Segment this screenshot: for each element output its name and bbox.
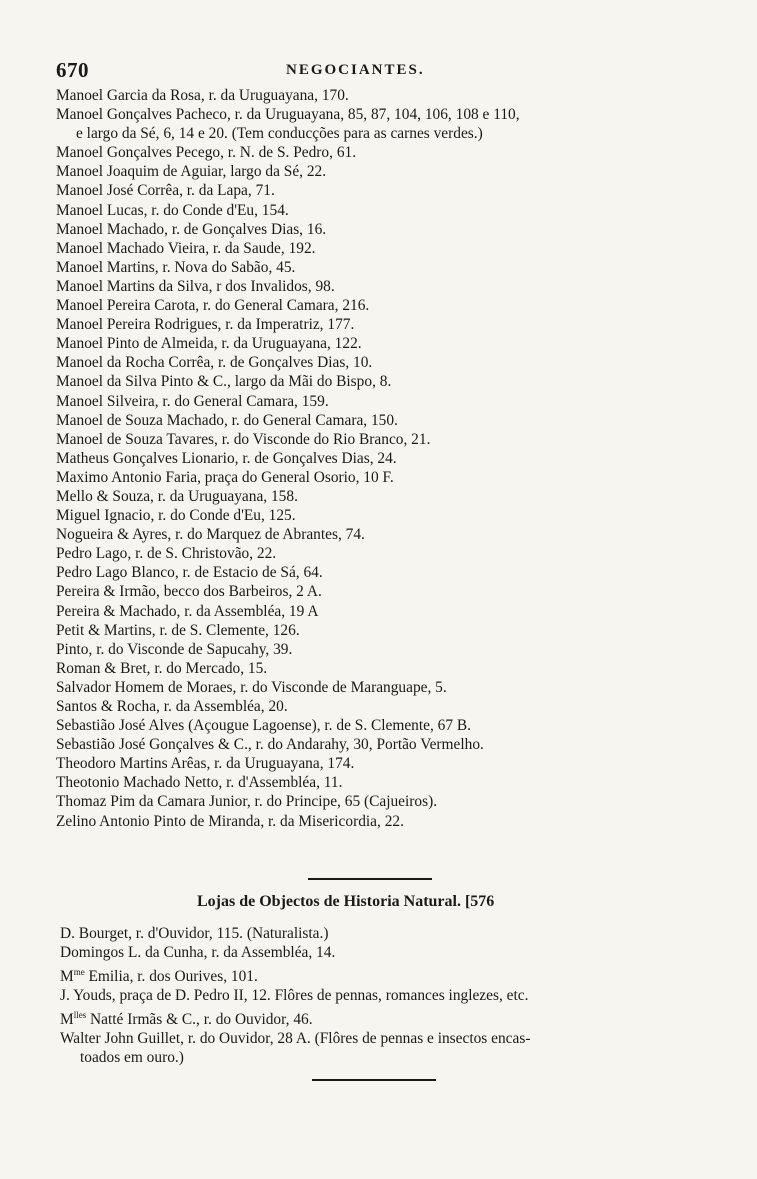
entry-text: Thomaz Pim da Camara Junior, r. do Principe, 65 (Cajueiros).	[56, 793, 438, 811]
list-item	[56, 449, 696, 468]
list-item	[56, 143, 696, 162]
list-item	[56, 181, 696, 200]
list-item	[56, 201, 696, 220]
list-item	[56, 220, 696, 239]
entry-text: Manoel Gonçalves Pacheco, r. da Uruguayana, 85, 87, 104, 106, 108 e 110,	[56, 106, 520, 124]
entry-text: Pereira & Machado, r. da Assembléa, 19 A	[56, 602, 319, 620]
entry-text: Manoel Gonçalves Pecego, r. N. de S. Pedro, 61.	[56, 144, 357, 162]
list-item	[56, 621, 696, 640]
list-item	[56, 754, 696, 773]
entry-text: Manoel da Rocha Corrêa, r. de Gonçalves Dias, 10.	[56, 354, 373, 372]
entry-text: J. Youds, praça de D. Pedro II, 12. Flôres de pennas, romances inglezes, etc.	[60, 987, 529, 1005]
list-item	[56, 468, 696, 487]
entry-text: Zelino Antonio Pinto de Miranda, r. da Misericordia, 22.	[56, 812, 404, 830]
list-item	[56, 487, 696, 506]
entry-text: Sebastião José Gonçalves & C., r. do Andarahy, 30, Portão Vermelho.	[56, 736, 484, 754]
entry-text: Matheus Gonçalves Lionario, r. de Gonçalves Dias, 24.	[56, 449, 397, 467]
section-title: Lojas de Objectos de Historia Natural. [576	[197, 893, 495, 910]
list-item	[60, 963, 700, 986]
list-item	[56, 563, 696, 582]
natural-history-shops-list	[60, 924, 700, 1068]
list-item	[56, 812, 696, 831]
entry-text: Walter John Guillet, r. do Ouvidor, 28 A. (Flôres de pennas e insectos encas-	[60, 1030, 531, 1048]
list-item	[60, 943, 700, 962]
entry-continuation: e largo da Sé, 6, 14 e 20. (Tem conducções para as carnes verdes.)	[76, 125, 483, 143]
entry-text: M	[60, 967, 74, 985]
entry-text: Miguel Ignacio, r. do Conde d'Eu, 125.	[56, 507, 296, 525]
entry-text: Manoel Machado, r. de Gonçalves Dias, 16.	[56, 220, 327, 238]
list-item	[56, 411, 696, 430]
list-item	[56, 258, 696, 277]
entry-continuation: toados em ouro.)	[80, 1049, 184, 1067]
page-header	[56, 58, 676, 84]
entry-text: Sebastião José Alves (Açougue Lagoense), r. de S. Clemente, 67 B.	[56, 717, 472, 735]
list-item	[56, 315, 696, 334]
end-divider	[312, 1079, 436, 1081]
entry-text: Theodoro Martins Arêas, r. da Uruguayana, 174.	[56, 755, 355, 773]
entry-text: Mello & Souza, r. da Uruguayana, 158.	[56, 487, 298, 505]
list-item	[56, 582, 696, 601]
entry-text: Manoel Joaquim de Aguiar, largo da Sé, 22.	[56, 163, 327, 181]
list-item	[56, 105, 696, 143]
entry-text: Manoel Martins da Silva, r dos Invalidos, 98.	[56, 277, 335, 295]
list-item	[60, 1029, 700, 1068]
entry-text: Pedro Lago, r. de S. Christovão, 22.	[56, 545, 277, 563]
list-item	[56, 678, 696, 697]
list-item	[56, 296, 696, 315]
list-item	[56, 544, 696, 563]
title-abbreviation-superscript: me	[73, 966, 85, 977]
entry-text: Theotonio Machado Netto, r. d'Assembléa, 11.	[56, 774, 343, 792]
list-item	[56, 659, 696, 678]
entry-text: Petit & Martins, r. de S. Clemente, 126.	[56, 621, 300, 639]
entry-text: Manoel Machado Vieira, r. da Saude, 192.	[56, 239, 316, 257]
list-item	[56, 506, 696, 525]
entry-text: Manoel de Souza Tavares, r. do Visconde do Rio Branco, 21.	[56, 430, 431, 448]
merchant-list	[56, 86, 696, 831]
entry-text: Manoel Pinto de Almeida, r. da Uruguayana, 122.	[56, 335, 362, 353]
entry-text: Manoel de Souza Machado, r. do General Camara, 150.	[56, 411, 398, 429]
list-item	[56, 697, 696, 716]
entry-text: D. Bourget, r. d'Ouvidor, 115. (Naturalista.)	[60, 925, 329, 942]
page-number: 670	[56, 58, 89, 82]
running-head: NEGOCIANTES.	[286, 62, 425, 78]
list-item	[56, 430, 696, 449]
entry-text: Pereira & Irmão, becco dos Barbeiros, 2 A.	[56, 583, 322, 601]
list-item	[56, 162, 696, 181]
entry-text: Maximo Antonio Faria, praça do General Osorio, 10 F.	[56, 468, 394, 486]
entry-text: Salvador Homem de Moraes, r. do Visconde de Maranguape, 5.	[56, 678, 447, 696]
entry-text: Roman & Bret, r. do Mercado, 15.	[56, 659, 268, 677]
entry-text: Manoel José Corrêa, r. da Lapa, 71.	[56, 182, 275, 200]
entry-text: Manoel Pereira Rodrigues, r. da Imperatriz, 177.	[56, 316, 355, 334]
list-item	[56, 735, 696, 754]
entry-text-rest: Natté Irmãs & C., r. do Ouvidor, 46.	[86, 1010, 313, 1028]
list-item	[56, 372, 696, 391]
entry-text: Manoel Pereira Carota, r. do General Camara, 216.	[56, 297, 370, 315]
list-item	[56, 792, 696, 811]
entry-text: Manoel Martins, r. Nova do Sabão, 45.	[56, 258, 296, 276]
entry-text: Manoel da Silva Pinto & C., largo da Mãi do Bispo, 8.	[56, 373, 392, 391]
entry-text: Manoel Lucas, r. do Conde d'Eu, 154.	[56, 201, 289, 219]
list-item	[56, 353, 696, 372]
list-item	[56, 716, 696, 735]
list-item	[56, 773, 696, 792]
entry-text: Nogueira & Ayres, r. do Marquez de Abrantes, 74.	[56, 526, 365, 544]
list-item	[56, 525, 696, 544]
entry-text: Manoel Garcia da Rosa, r. da Uruguayana, 170.	[56, 87, 349, 104]
section-divider	[308, 878, 432, 880]
entry-text-rest: Emilia, r. dos Ourives, 101.	[84, 967, 258, 985]
entry-text: Santos & Rocha, r. da Assembléa, 20.	[56, 698, 288, 715]
entry-text: M	[60, 1010, 74, 1028]
entry-text: Manoel Silveira, r. do General Camara, 159.	[56, 392, 329, 410]
list-item	[56, 86, 696, 105]
list-item	[56, 640, 696, 659]
entry-text: Pinto, r. do Visconde de Sapucahy, 39.	[56, 640, 293, 658]
entry-text: Pedro Lago Blanco, r. de Estacio de Sá, 64.	[56, 564, 323, 582]
entry-text: Domingos L. da Cunha, r. da Assembléa, 14.	[60, 944, 336, 962]
list-item	[56, 392, 696, 411]
list-item	[56, 602, 696, 621]
list-item	[56, 277, 696, 296]
list-item	[60, 1006, 700, 1029]
list-item	[60, 986, 700, 1005]
list-item	[60, 924, 700, 943]
title-abbreviation-superscript: lles	[73, 1009, 87, 1020]
list-item	[56, 239, 696, 258]
list-item	[56, 334, 696, 353]
